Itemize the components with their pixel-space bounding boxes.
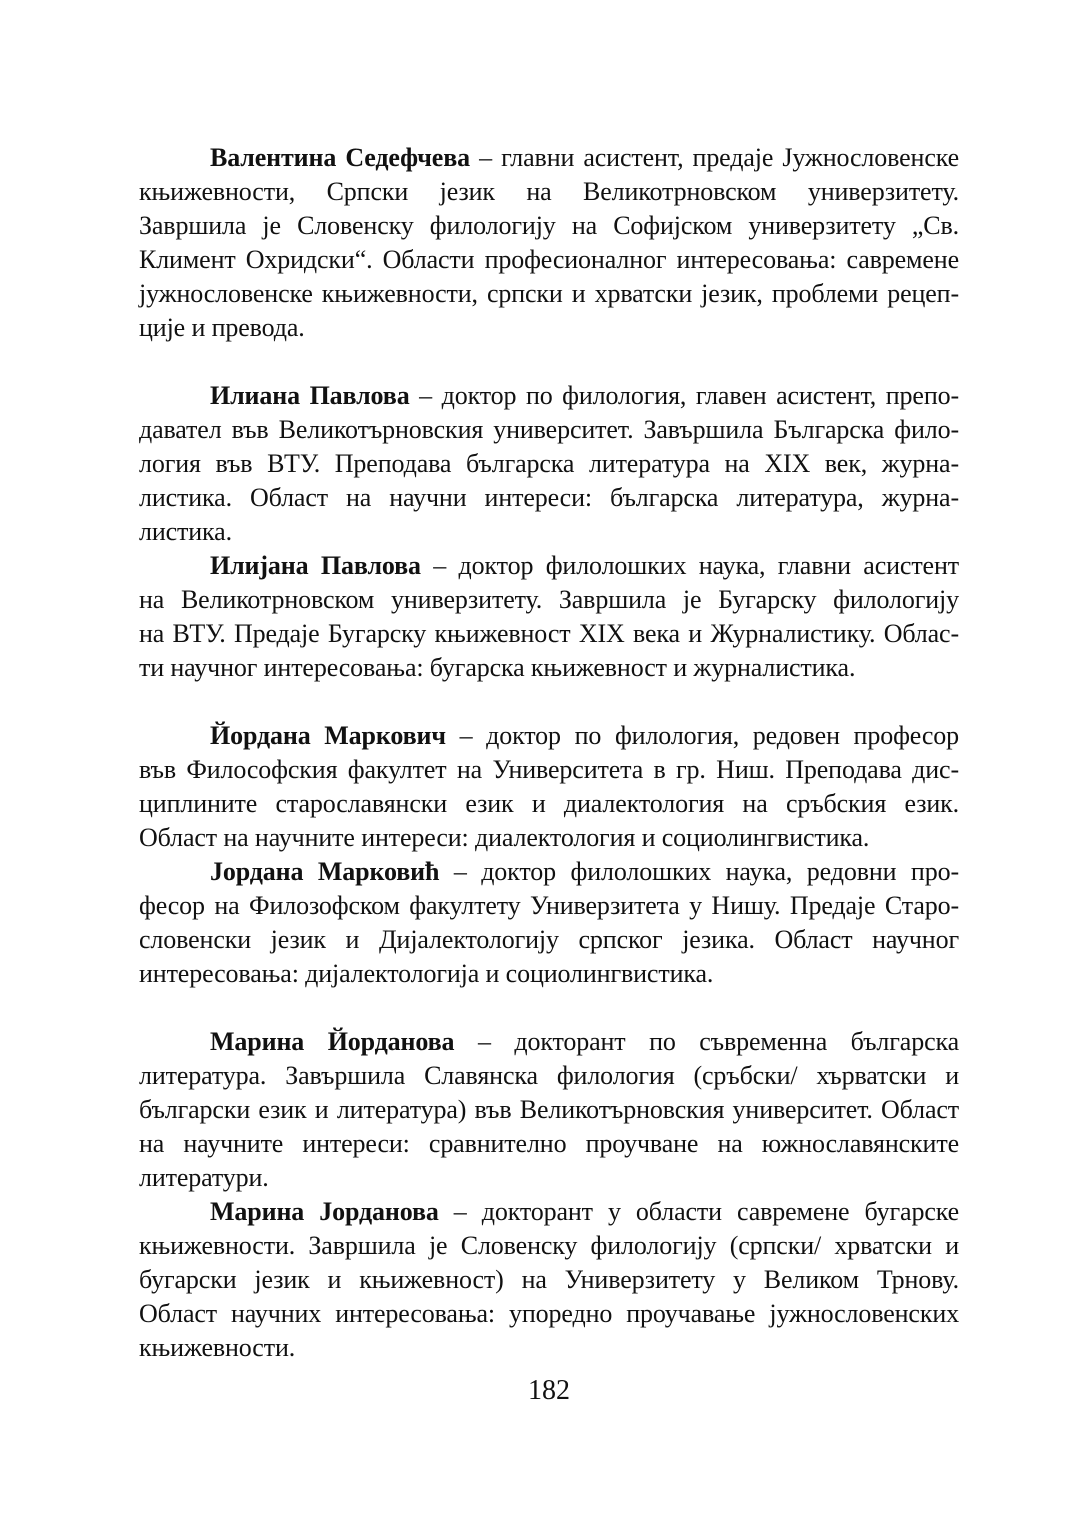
line-text: – докторант по съвременна българска	[454, 1027, 960, 1056]
text-line	[139, 889, 959, 923]
line-text: Климент Охридски“. Области професионалног интересовања: савремене	[139, 245, 959, 274]
person-name: Илијана Павлова	[210, 551, 421, 580]
line-text: логия във ВТУ. Преподава българска литература на XIX век, журна-	[139, 449, 959, 478]
line-text: на научните интереси: сравнително проучване на южнославянските	[139, 1129, 959, 1158]
text-line	[139, 413, 959, 447]
line-text: – главни асистент, предаје Јужнословенске	[470, 143, 959, 172]
text-line	[139, 515, 959, 549]
text-line	[139, 1229, 959, 1263]
text-line	[139, 957, 959, 991]
text-line	[139, 1059, 959, 1093]
text-line	[139, 311, 959, 345]
line-text: – докторант у области савремене бугарске	[438, 1197, 960, 1226]
text-line	[139, 855, 959, 889]
line-text: књижевности, Српски језик на Великотрновском универзитету.	[139, 177, 959, 206]
line-text: – доктор по филология, главен асистент, препо-	[409, 381, 960, 410]
person-name: Валентина Седефчева	[210, 143, 471, 172]
bio-entry	[139, 719, 959, 991]
page-number: 182	[528, 1375, 570, 1406]
line-text: давател във Великотърновския университет. Завършила Българска фило-	[139, 415, 959, 444]
bio-paragraph	[139, 1025, 959, 1195]
line-text: ти научног интересовања: бугарска књижевност и журналистика.	[139, 653, 856, 682]
text-line	[139, 821, 959, 855]
line-text: књижевности. Завршила је Словенску филологију (српски/ хрватски и	[139, 1231, 959, 1260]
text-line	[139, 379, 959, 413]
bio-entry	[139, 379, 959, 685]
bio-paragraph	[139, 379, 959, 549]
text-line	[139, 1331, 959, 1365]
text-line	[139, 1093, 959, 1127]
bio-paragraph	[139, 141, 959, 345]
line-text: български език и литература) във Великотърновския университет. Област	[139, 1095, 959, 1124]
line-text: фесор на Филозофском факултету Универзитета у Нишу. Предаје Старо-	[139, 891, 959, 920]
line-text: јужнословенске књижевности, српски и хрватски језик, проблеми рецеп-	[139, 279, 959, 308]
text-line	[139, 719, 959, 753]
line-text: Област научних интересовања: упоредно проучавање јужнословенских	[139, 1299, 959, 1328]
line-text: листика. Област на научни интереси: българска литература, журна-	[139, 483, 959, 512]
text-line	[139, 1195, 959, 1229]
text-line	[139, 1127, 959, 1161]
text-line	[139, 277, 959, 311]
text-line	[139, 1263, 959, 1297]
line-text: – доктор по филология, редовен професор	[445, 721, 959, 750]
page-body	[139, 141, 959, 1365]
line-text: във Философския факултет на Университета в гр. Ниш. Преподава дис-	[139, 755, 959, 784]
text-line	[139, 617, 959, 651]
text-line	[139, 549, 959, 583]
line-text: – доктор филолошких наука, редовни про-	[439, 857, 959, 886]
line-text: литератури.	[139, 1163, 269, 1192]
bio-paragraph	[139, 855, 959, 991]
text-line	[139, 243, 959, 277]
line-text: на ВТУ. Предаје Бугарску књижевност XIX века и Журналистику. Облас-	[139, 619, 959, 648]
line-text: листика.	[139, 517, 232, 546]
bio-entry	[139, 1025, 959, 1365]
bio-entry	[139, 141, 959, 345]
line-text: ције и превода.	[139, 313, 305, 342]
line-text: – доктор филолошких наука, главни асистент	[420, 551, 959, 580]
line-text: бугарски језик и књижевност) на Универзитету у Великом Трнову.	[139, 1265, 959, 1294]
line-text: књижевности.	[139, 1333, 296, 1362]
bio-paragraph	[139, 1195, 959, 1365]
text-line	[139, 447, 959, 481]
line-text: циплините старославянски език и диалектология на сръбския език.	[139, 789, 959, 818]
line-text: литература. Завършила Славянска филология (сръбски/ хърватски и	[139, 1061, 959, 1090]
text-line	[139, 141, 959, 175]
person-name: Марина Йорданова	[210, 1027, 455, 1056]
text-line	[139, 1161, 959, 1195]
text-line	[139, 1297, 959, 1331]
text-line	[139, 583, 959, 617]
line-text: Завршила је Словенску филологију на Софијском универзитету „Св.	[139, 211, 959, 240]
bio-paragraph	[139, 549, 959, 685]
text-line	[139, 651, 959, 685]
line-text: словенски језик и Дијалектологију српског језика. Област научног	[139, 925, 959, 954]
line-text: Област на научните интереси: диалектология и социолингвистика.	[139, 823, 870, 852]
text-line	[139, 1025, 959, 1059]
text-line	[139, 787, 959, 821]
text-line	[139, 923, 959, 957]
person-name: Марина Јорданова	[210, 1197, 439, 1226]
text-line	[139, 175, 959, 209]
text-line	[139, 753, 959, 787]
page-footer	[139, 1374, 959, 1408]
line-text: интересовања: дијалектологија и социолингвистика.	[139, 959, 714, 988]
text-line	[139, 209, 959, 243]
person-name: Јордана Марковић	[210, 857, 440, 886]
text-line	[139, 481, 959, 515]
person-name: Йордана Маркович	[210, 721, 446, 750]
line-text: на Великотрновском универзитету. Завршила је Бугарску филологију	[139, 585, 959, 614]
bio-paragraph	[139, 719, 959, 855]
person-name: Илиана Павлова	[210, 381, 410, 410]
